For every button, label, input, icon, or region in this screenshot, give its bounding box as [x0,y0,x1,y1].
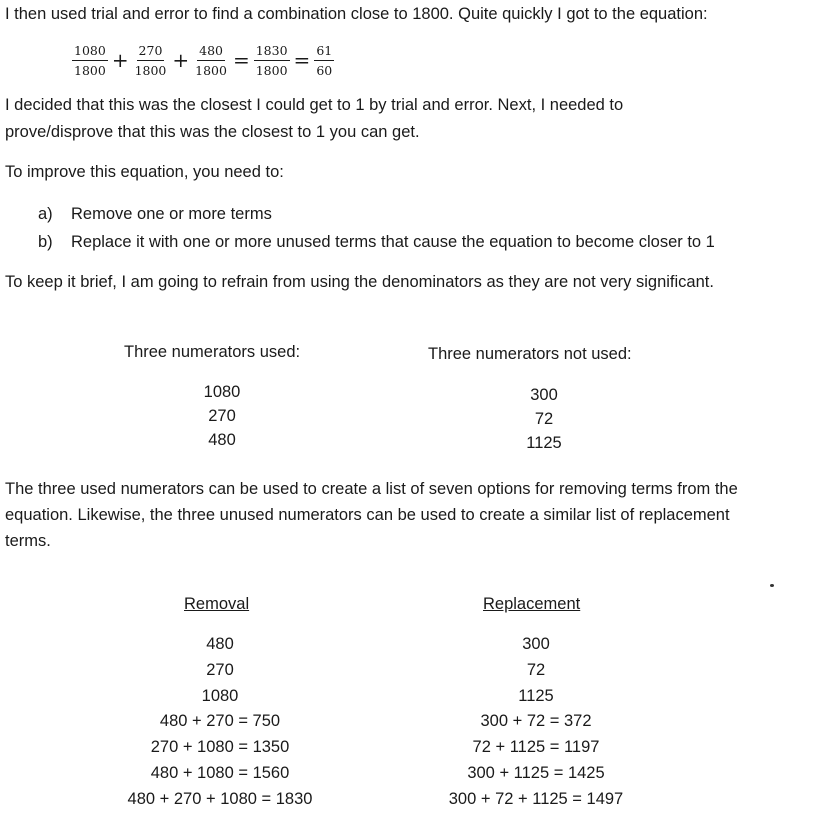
denominator: 1800 [74,62,106,78]
denominator: 60 [316,62,333,78]
list-text: Remove one or more terms [71,205,272,223]
not-used-value: 1125 [526,434,562,452]
removal-option: 480 [206,635,234,653]
replacement-option: 72 [526,660,546,679]
removal-column [100,632,340,813]
paragraph-3: To keep it brief, I am going to refrain from using the denominators as they are not very significant. [5,273,714,291]
not-used-value: 72 [534,410,554,428]
replacement-option: 1125 [518,686,554,705]
plus-sign: + [111,48,129,72]
used-values-column [170,380,274,452]
removal-option: 270 [206,660,234,679]
list-text: Replace it with one or more unused terms that cause the equation to become closer to 1 [71,233,715,251]
replacement-option: 300 + 72 = 372 [480,712,592,731]
numerator: 61 [314,43,334,61]
denominator: 1800 [134,62,167,78]
used-value: 480 [208,431,236,449]
not-used-values-column [492,383,596,455]
removal-option: 480 + 1080 = 1560 [150,763,290,782]
removal-option: 1080 [201,686,239,705]
not-used-heading: Three numerators not used: [428,345,632,363]
used-value: 1080 [203,383,241,401]
replacement-option: 300 [522,635,550,653]
removal-option: 480 + 270 = 750 [159,712,281,731]
not-used-value: 300 [530,386,558,404]
paragraph-1-line-2: prove/disprove that this was the closest to 1 you can get. [5,123,420,141]
plus-sign: + [172,48,190,72]
list-marker: b) [38,233,53,251]
list-marker: a) [38,205,53,223]
paragraph-4-line-1: The three used numerators can be used to create a list of seven options for removing terms from the [5,480,738,498]
equals-sign: = [232,48,250,72]
replacement-option: 300 + 72 + 1125 = 1497 [448,789,624,808]
used-value: 270 [208,407,236,425]
replacement-option: 72 + 1125 = 1197 [472,738,600,757]
removal-option: 270 + 1080 = 1350 [150,738,290,757]
replacement-heading: Replacement [483,595,581,613]
list-item-a [38,203,272,225]
replacement-column [416,632,656,813]
equals-sign: = [293,48,311,72]
denominator: 1800 [195,62,227,78]
scan-speck [770,584,774,587]
paragraph-4-line-2: equation. Likewise, the three unused numerators can be used to create a similar list of replacement [5,506,730,524]
numerator: 1830 [254,43,290,61]
paragraph-2: To improve this equation, you need to: [5,163,284,181]
fraction-1080 [72,43,108,78]
fraction-480 [193,43,229,78]
removal-option: 480 + 270 + 1080 = 1830 [127,789,313,808]
denominator: 1800 [255,62,288,78]
numerator: 480 [197,43,225,61]
used-heading: Three numerators used: [124,343,301,361]
fraction-270 [133,43,169,78]
equation [72,40,334,80]
replacement-option: 300 + 1125 = 1425 [467,763,605,782]
fraction-simplified [314,43,334,78]
fraction-sum [254,43,290,78]
paragraph-1-line-1: I decided that this was the closest I could get to 1 by trial and error. Next, I needed to [5,96,624,114]
list-item-b [38,231,715,253]
paragraph-4-line-3: terms. [5,532,51,550]
removal-heading: Removal [184,595,250,613]
numerator: 1080 [72,43,108,61]
numerator: 270 [137,43,165,61]
intro-text: I then used trial and error to find a combination close to 1800. Quite quickly I got to the equation: [5,5,708,23]
